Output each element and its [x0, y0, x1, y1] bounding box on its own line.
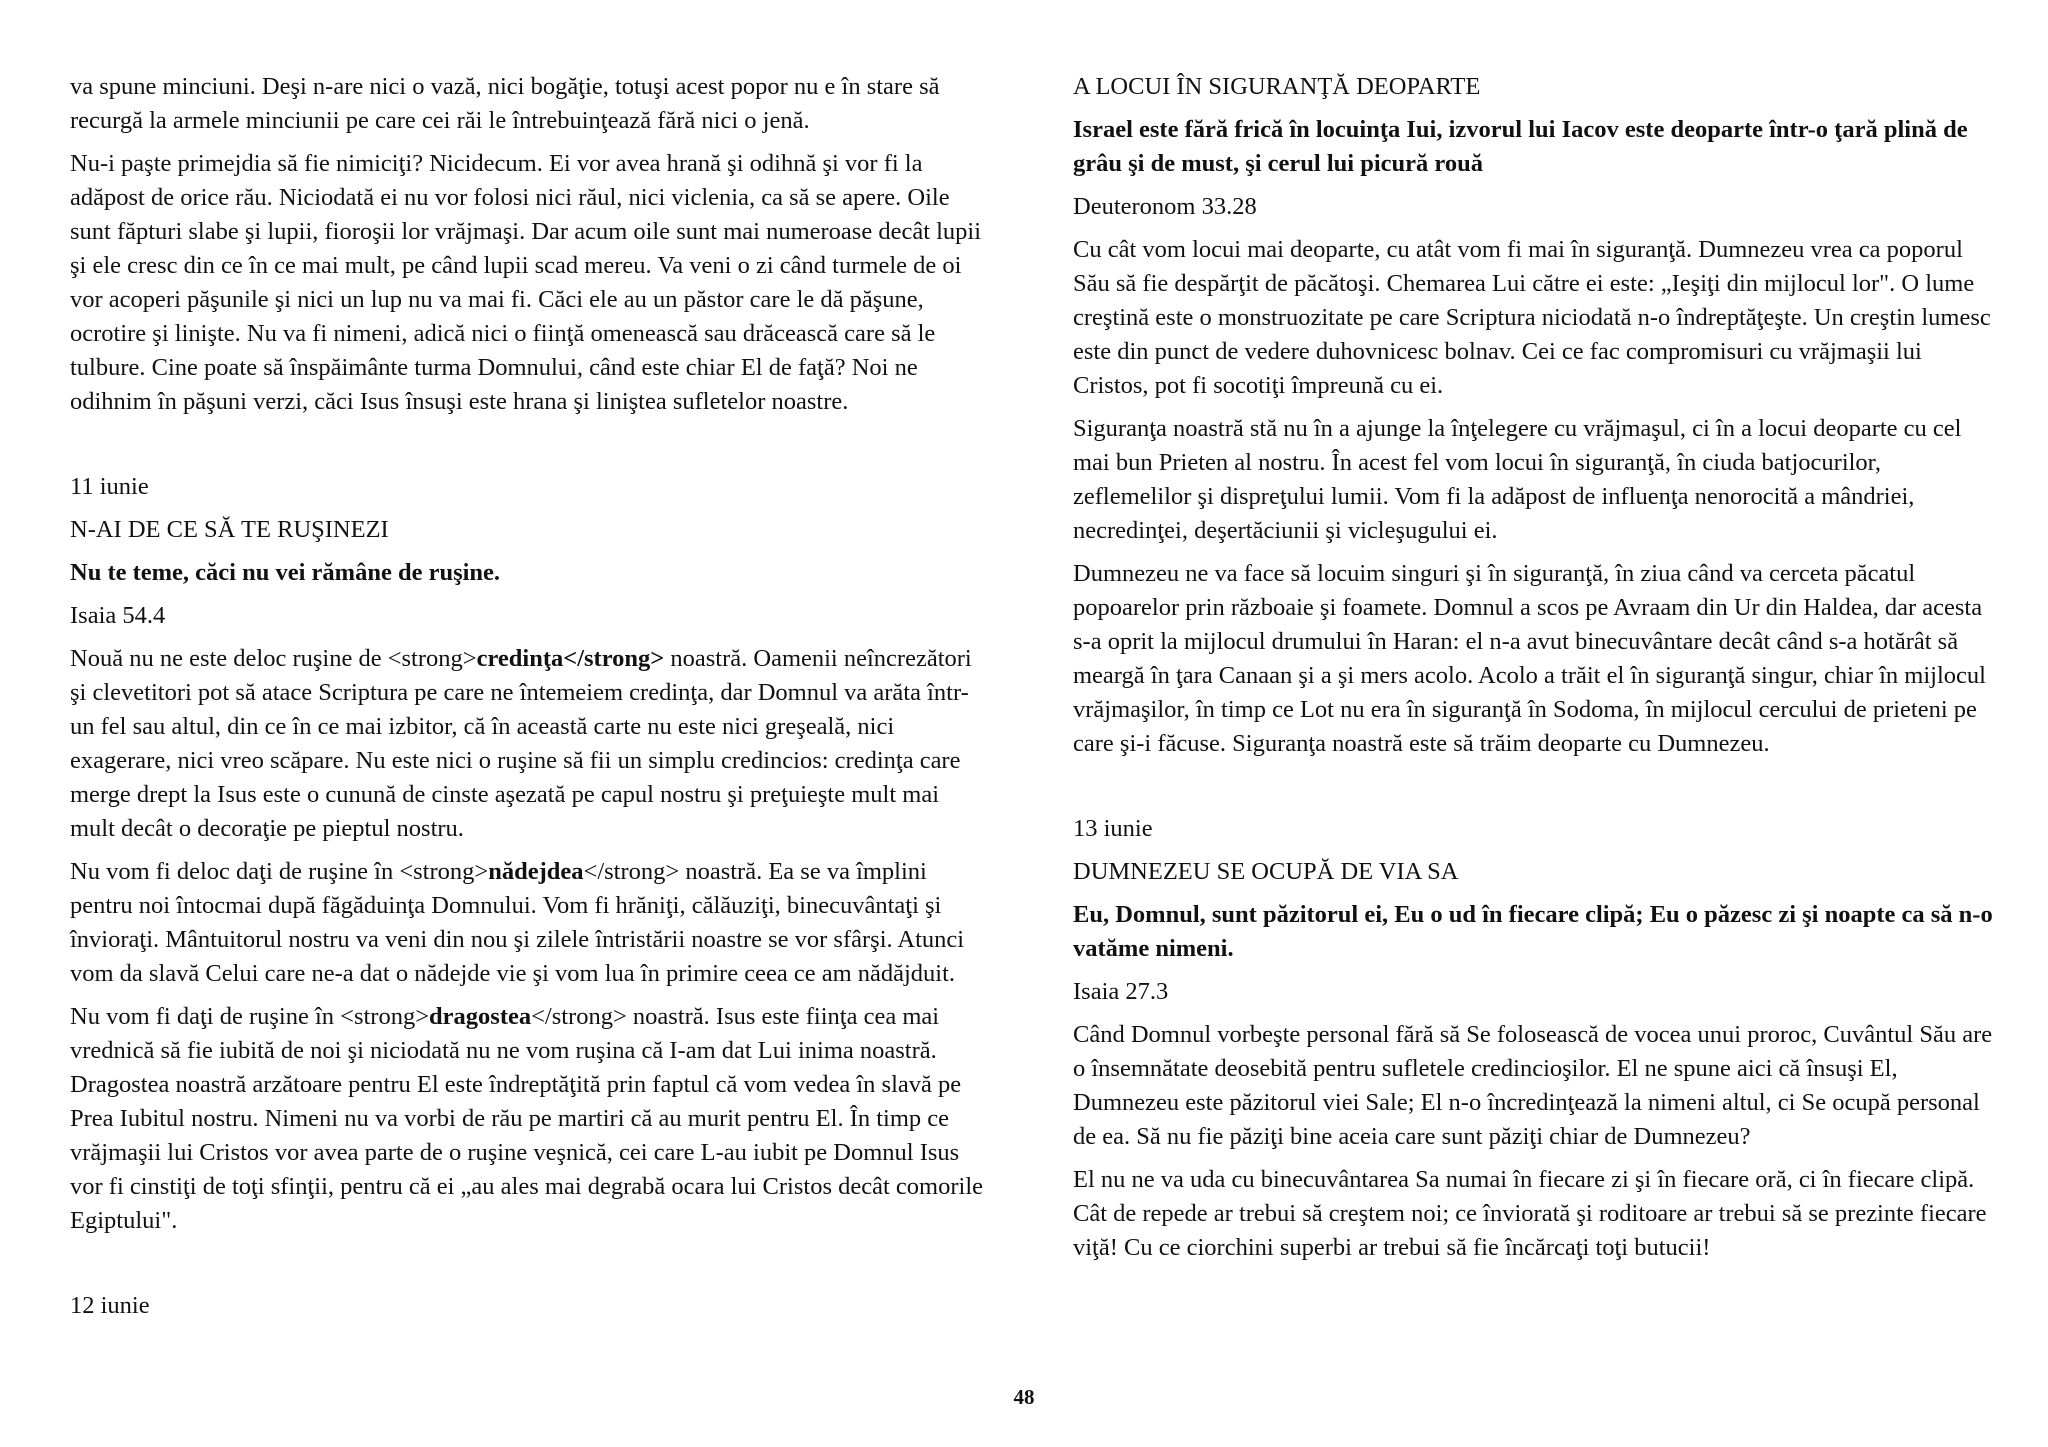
text-run: Nu vom fi daţi de ruşine în <strong> — [70, 1003, 430, 1030]
paragraph: va spune minciuni. Deşi n-are nici o vază, nici bogăţie, totuşi acest popor nu e în stare să recurgă la armele minciunii pe care cei răi le întrebuinţează fără nici o jenă. — [70, 73, 940, 134]
paragraph: Nu-i paşte primejdia să fie nimiciţi? Nicidecum. Ei vor avea hrană şi odihnă şi vor fi la adăpost de orice rău. Niciodată ei nu vor folosi nici răul, nici viclenia, ca să se apere. Oile sunt făpturi slabe şi lupii, fioroşii lor vrăjmaşi. Dar acum oile sunt mai numeroase decât lupii şi ele cresc din ce în ce mai mult, pe când lupii scad mereu. Va veni o zi când turmele de oi vor acoperi păşunile şi nici un lup nu va mai fi. Căci ele au un păstor care le dă păşune, ocrotire şi linişte. Nu va fi nimeni, adică nici o fiinţă omenească sau drăcească care să le tulbure. Cine poate să înspăimânte turma Domnului, când este chiar El de faţă? Noi ne odihnim în păşuni verzi, căci Isus însuşi este hrana şi liniştea sufletelor noastre. — [70, 150, 982, 415]
entry-verse: Eu, Domnul, sunt păzitorul ei, Eu o ud în fiecare clipă; Eu o păzesc zi şi noapte ca să n-o vatăme nimeni. — [1073, 901, 1993, 962]
paragraph: Siguranţa noastră stă nu în a ajunge la înţelegere cu vrăjmaşul, ci în a locui deoparte cu cel mai bun Prieten al nostru. În acest fel vom locui în siguranţă, în ciuda batjocurilor, zeflemelilor şi dispreţului lumii. Vom fi la adăpost de influenţa nenorocită a mândriei, necredinţei, deşertăciunii şi vicleşugului ei. — [1073, 415, 1962, 544]
paragraph: El nu ne va uda cu binecuvântarea Sa numai în fiecare zi şi în fiecare oră, ci în fiecare clipă. Cât de repede ar trebui să creştem noi; ce înviorată şi roditoare ar trebui să se prezinte fiecare viţă! Cu ce ciorchini superbi ar trebui să fie încărcaţi toţi butucii! — [1073, 1166, 1987, 1261]
paragraph — [70, 855, 990, 991]
paragraph: Dumnezeu ne va face să locuim singuri şi în siguranţă, în ziua când va cerceta păcatul popoarelor prin războaie şi foamete. Domnul a scos pe Avraam din Ur din Haldea, dar acesta s-a oprit la mijlocul drumului în Haran: el n-a avut binecuvântare decât când s-a hotărât să meargă în ţara Canaan şi a şi mers acolo. Acolo a trăit el în siguranţă singur, chiar în mijlocul vrăjmaşilor, în timp ce Lot nu era în siguranţă în Sodoma, în mijlocul cercului de prieteni pe care şi-i făcuse. Siguranţa noastră este să trăim deoparte cu Dumnezeu. — [1073, 560, 1986, 757]
entry-title: N-AI DE CE SĂ TE RUŞINEZI — [70, 516, 389, 543]
bold-word: credinţa</strong> — [476, 645, 665, 672]
paragraph — [70, 642, 990, 846]
entry-reference: Deuteronom 33.28 — [1073, 193, 1257, 220]
entry-date: 12 iunie — [70, 1292, 150, 1319]
text-run: Nu vom fi deloc daţi de ruşine în <strong> — [70, 858, 489, 885]
entry-reference: Isaia 54.4 — [70, 602, 166, 629]
entry-verse: Nu te teme, căci nu vei rămâne de ruşine. — [70, 559, 501, 586]
paragraph — [70, 1000, 990, 1238]
entry-date: 13 iunie — [1073, 815, 1153, 842]
right-column — [1073, 70, 1993, 1274]
entry-title: A LOCUI ÎN SIGURANŢĂ DEOPARTE — [1073, 73, 1481, 100]
paragraph: Când Domnul vorbeşte personal fără să Se folosească de vocea unui proroc, Cuvântul Său are o însemnătate deosebită pentru sufletele credincioşilor. El ne spune aici că însuşi El, Dumnezeu este păzitorul viei Sale; El n-o încredinţează la nimeni altul, ci Se ocupă personal de ea. Să nu fie păziţi bine aceia care sunt păziţi chiar de Dumnezeu? — [1073, 1021, 1993, 1150]
entry-title: DUMNEZEU SE OCUPĂ DE VIA SA — [1073, 858, 1459, 885]
section-gap — [70, 428, 990, 470]
text-run: Nouă nu ne este deloc ruşine de <strong> — [70, 645, 477, 672]
text-run: </strong> noastră. Ea se va împlini pentru noi întocmai după făgăduinţa Domnului. Vom fi hrăniţi, călăuziţi, binecuvântaţi şi învioraţi. Mântuitorul nostru va veni din nou şi zilele întristării noastre se vor sfârşi. Atunci vom da slavă Celui care ne-a dat o nădejde vie şi vom lua în primire ceea ce am nădăjduit. — [70, 858, 965, 987]
bold-word: dragostea — [429, 1003, 532, 1030]
text-run: noastră. Oamenii neîncrezători şi clevetitori pot să atace Scriptura pe care ne întemeiem credinţa, dar Domnul va arăta într-un fel sau altul, din ce în ce mai izbitor, că în această carte nu este nici greşeală, nici exagerare, nici vreo scăpare. Nu este nici o ruşine să fii un simplu credincios: credinţa care merge drept la Isus este o cunună de cinste aşezată pe capul nostru şi preţuieşte mult mai mult decât o decoraţie pe pieptul nostru. — [70, 645, 972, 842]
left-column — [70, 70, 990, 1332]
entry-date: 11 iunie — [70, 473, 149, 500]
paragraph: Cu cât vom locui mai deoparte, cu atât vom fi mai în siguranţă. Dumnezeu vrea ca poporul Său să fie despărţit de păcătoşi. Chemarea Lui către ei este: „Ieşiţi din mijlocul lor". O lume creştină este o monstruozitate pe care Scriptura niciodată n-o îndreptăţeşte. Un creştin lumesc este din punct de vedere duhovnicesc bolnav. Cei ce fac compromisuri cu vrăjmaşii lui Cristos, pot fi socotiţi împreună cu ei. — [1073, 236, 1991, 399]
section-gap — [70, 1247, 990, 1289]
text-run: </strong> noastră. Isus este fiinţa cea mai vrednică să fie iubită de noi şi niciodată nu ne vom ruşina că I-am dat Lui inima noastră. Dragostea noastră arzătoare pentru El este îndreptăţită prin faptul că vom vedea în slavă pe Prea Iubitul nostru. Nimeni nu va vorbi de rău pe martiri că au murit pentru El. În timp ce vrăjmaşii lui Cristos vor avea parte de o ruşine veşnică, cei care L-au iubit pe Domnul Isus vor fi cinstiţi de toţi sfinţii, pentru că ei „au ales mai degrabă ocara lui Cristos decât comorile Egiptului". — [70, 1003, 983, 1234]
section-gap — [1073, 770, 1993, 812]
bold-word: nădejdea — [488, 858, 584, 885]
entry-reference: Isaia 27.3 — [1073, 978, 1169, 1005]
entry-verse: Israel este fără frică în locuinţa Iui, izvorul lui Iacov este deoparte într-o ţară plină de grâu şi de must, şi cerul lui picură rouă — [1073, 116, 1968, 177]
page-number: 48 — [1013, 1385, 1035, 1409]
